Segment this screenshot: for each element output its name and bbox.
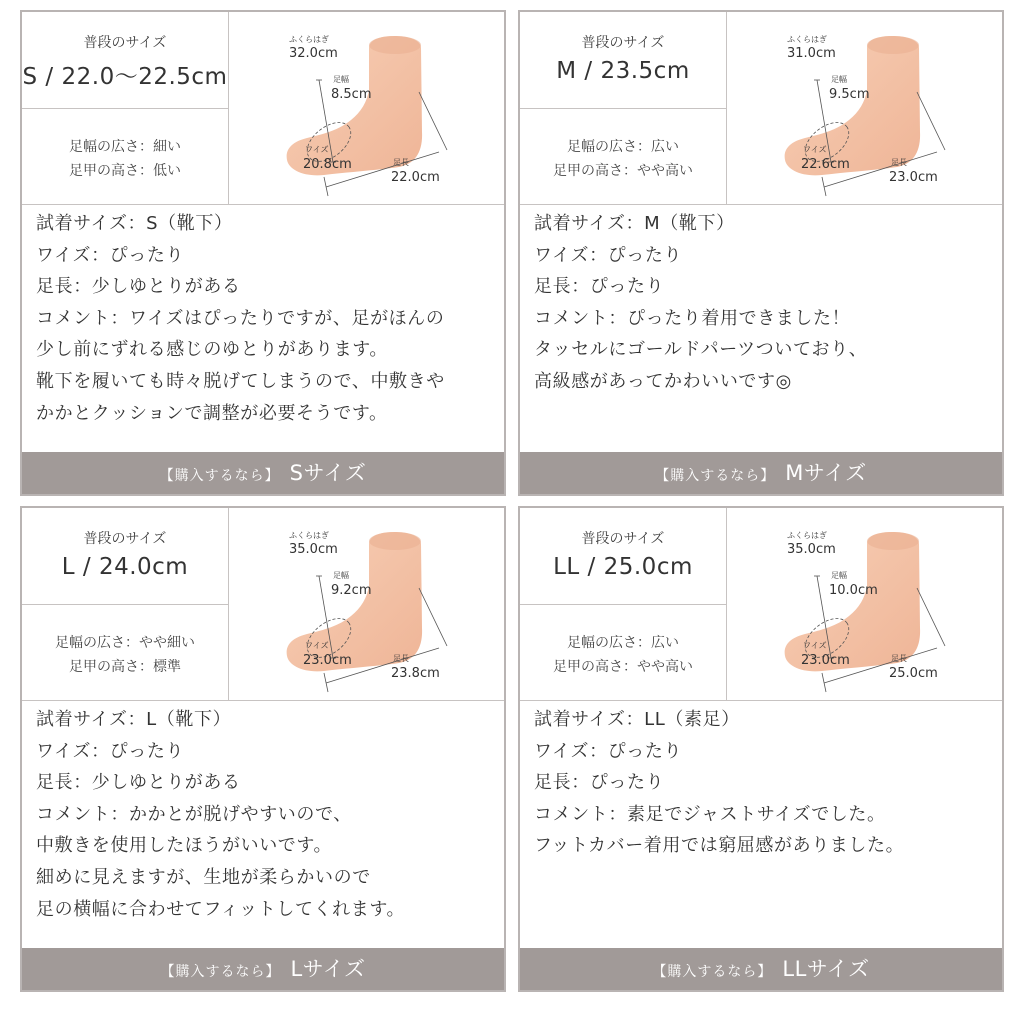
review-line: ワイズ：ぴったり xyxy=(36,740,185,762)
calf-label: ふくらはぎ xyxy=(787,35,827,44)
card-header xyxy=(520,508,1002,701)
buy-size-label: Mサイズ xyxy=(785,461,867,485)
foot-diagram xyxy=(727,508,1002,700)
review-line: 少し前にずれる感じのゆとりがあります。 xyxy=(36,339,388,361)
size-info xyxy=(520,12,727,204)
review-line: 足長：少しゆとりがある xyxy=(36,276,241,298)
foot-height-text: 足甲の高さ：低い xyxy=(69,163,181,179)
buy-prefix: 【購入するなら】 xyxy=(655,468,776,484)
length-value: 22.0cm xyxy=(391,170,440,185)
foot-diagram xyxy=(229,12,504,204)
foot-diagram-area xyxy=(229,12,504,204)
foot-width-text: 足幅の広さ：広い xyxy=(567,635,679,651)
review-line: 足長：ぴったり xyxy=(534,772,665,794)
length-label: 足長 xyxy=(891,654,907,663)
foot-shape-box xyxy=(520,109,726,204)
card-header xyxy=(520,12,1002,205)
buy-prefix: 【購入するなら】 xyxy=(159,468,280,484)
size-review-card xyxy=(518,10,1004,496)
review-line: タッセルにゴールドパーツついており、 xyxy=(534,339,868,361)
review-line: 細めに見えますが、生地が柔らかいので xyxy=(36,866,371,888)
foot-height-text: 足甲の高さ：やや高い xyxy=(553,163,693,179)
buy-size-label: Lサイズ xyxy=(290,957,366,981)
review-line: コメント：ぴったり着用できました！ xyxy=(534,307,851,329)
foot-width-text: 足幅の広さ：広い xyxy=(567,139,679,155)
foot-height-text: 足甲の高さ：やや高い xyxy=(553,659,693,675)
usual-size-value: S / 22.0〜22.5cm xyxy=(22,64,228,90)
review-line: 高級感があってかわいいです◎ xyxy=(534,370,792,392)
length-label: 足長 xyxy=(891,158,907,167)
review-line: コメント：かかとが脱げやすいので、 xyxy=(36,803,352,825)
review-line: コメント：ワイズはぴったりですが、足がほんの xyxy=(36,307,445,329)
foot-shape-box xyxy=(520,605,726,700)
usual-size-value: M / 23.5cm xyxy=(556,58,690,84)
review-line: 足長：少しゆとりがある xyxy=(36,772,241,794)
calf-label: ふくらはぎ xyxy=(787,531,827,540)
foot-shape-box xyxy=(22,109,228,204)
foot-diagram-area xyxy=(229,508,504,700)
calf-label: ふくらはぎ xyxy=(289,35,329,44)
buy-size-label: Sサイズ xyxy=(289,461,367,485)
foot-diagram-area xyxy=(727,12,1002,204)
buy-prefix: 【購入するなら】 xyxy=(652,964,773,980)
wise-value: 23.0cm xyxy=(801,653,850,668)
review-line: 試着サイズ：S（靴下） xyxy=(36,213,233,234)
wise-value: 22.6cm xyxy=(801,157,850,172)
size-review-card xyxy=(20,506,506,992)
foot-width-value: 9.2cm xyxy=(331,583,372,598)
review-line: ワイズ：ぴったり xyxy=(534,244,683,266)
usual-size-label: 普段のサイズ xyxy=(581,531,665,547)
wise-label: ワイズ xyxy=(803,641,827,650)
review-line: 足長：ぴったり xyxy=(534,276,665,298)
review-line: フットカバー着用では窮屈感がありました。 xyxy=(534,835,905,857)
foot-height-text: 足甲の高さ：標準 xyxy=(69,659,181,675)
size-info xyxy=(22,12,229,204)
foot-width-label: 足幅 xyxy=(333,75,349,84)
buy-size-button[interactable] xyxy=(520,948,1002,990)
length-value: 25.0cm xyxy=(889,666,938,681)
usual-size-label: 普段のサイズ xyxy=(83,531,167,547)
foot-diagram-area xyxy=(727,508,1002,700)
foot-shape-box xyxy=(22,605,228,700)
review-line: コメント：素足でジャストサイズでした。 xyxy=(534,803,886,825)
buy-size-label: LLサイズ xyxy=(782,957,870,981)
review-line: ワイズ：ぴったり xyxy=(36,244,185,266)
foot-diagram xyxy=(229,508,504,700)
size-info xyxy=(520,508,727,700)
wise-value: 20.8cm xyxy=(303,157,352,172)
length-value: 23.0cm xyxy=(889,170,938,185)
usual-size-value: L / 24.0cm xyxy=(61,554,189,580)
review-line: 試着サイズ：LL（素足） xyxy=(534,709,740,730)
foot-width-label: 足幅 xyxy=(333,571,349,580)
foot-width-text: 足幅の広さ：やや細い xyxy=(55,635,195,651)
buy-size-button[interactable] xyxy=(22,948,504,990)
wise-label: ワイズ xyxy=(305,145,329,154)
foot-width-text: 足幅の広さ：細い xyxy=(69,139,181,155)
review-line: 試着サイズ：L（靴下） xyxy=(36,709,232,730)
size-info xyxy=(22,508,229,700)
review-line: 靴下を履いても時々脱げてしまうので、中敷きや xyxy=(36,370,445,392)
review-text xyxy=(534,704,994,862)
length-value: 23.8cm xyxy=(391,666,440,681)
calf-label: ふくらはぎ xyxy=(289,531,329,540)
foot-width-value: 10.0cm xyxy=(829,583,878,598)
buy-size-button[interactable] xyxy=(22,452,504,494)
foot-width-value: 9.5cm xyxy=(829,87,870,102)
foot-width-label: 足幅 xyxy=(831,571,847,580)
calf-value: 35.0cm xyxy=(289,542,338,557)
review-line: 試着サイズ：M（靴下） xyxy=(534,213,735,234)
review-text xyxy=(36,208,496,429)
usual-size-box xyxy=(520,12,726,109)
usual-size-label: 普段のサイズ xyxy=(83,35,167,51)
calf-value: 31.0cm xyxy=(787,46,836,61)
review-line: ワイズ：ぴったり xyxy=(534,740,683,762)
length-label: 足長 xyxy=(393,158,409,167)
wise-label: ワイズ xyxy=(305,641,329,650)
size-review-card xyxy=(20,10,506,496)
foot-diagram xyxy=(727,12,1002,204)
review-line: 足の横幅に合わせてフィットしてくれます。 xyxy=(36,898,406,920)
foot-width-value: 8.5cm xyxy=(331,87,372,102)
usual-size-label: 普段のサイズ xyxy=(581,35,665,51)
calf-value: 32.0cm xyxy=(289,46,338,61)
length-label: 足長 xyxy=(393,654,409,663)
card-header xyxy=(22,12,504,205)
review-text xyxy=(36,704,496,925)
usual-size-box xyxy=(22,508,228,605)
calf-value: 35.0cm xyxy=(787,542,836,557)
foot-width-label: 足幅 xyxy=(831,75,847,84)
card-header xyxy=(22,508,504,701)
size-review-card xyxy=(518,506,1004,992)
review-text xyxy=(534,208,994,398)
wise-label: ワイズ xyxy=(803,145,827,154)
buy-prefix: 【購入するなら】 xyxy=(160,964,281,980)
wise-value: 23.0cm xyxy=(303,653,352,668)
review-line: かかとクッションで調整が必要そうです。 xyxy=(36,402,388,424)
usual-size-value: LL / 25.0cm xyxy=(553,554,693,580)
buy-size-button[interactable] xyxy=(520,452,1002,494)
usual-size-box xyxy=(520,508,726,605)
usual-size-box xyxy=(22,12,228,109)
review-line: 中敷きを使用したほうがいいです。 xyxy=(36,835,333,857)
